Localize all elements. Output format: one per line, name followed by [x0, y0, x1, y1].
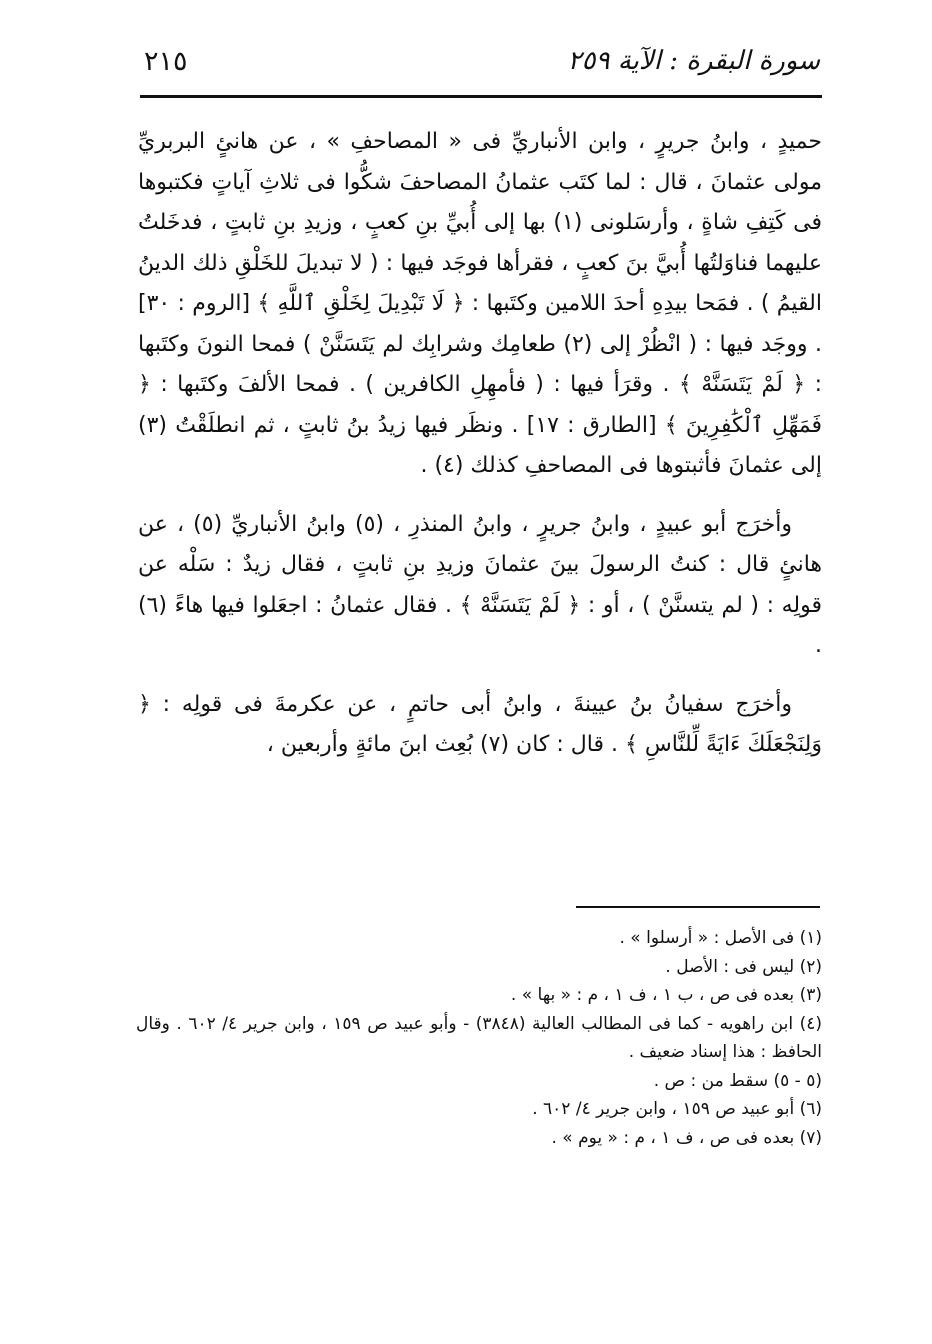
- page-number: ٢١٥: [144, 46, 188, 77]
- paragraph-2: وأخرَج أبو عبيدٍ ، وابنُ جريرٍ ، وابنُ المنذرِ ، (٥) وابنُ الأنباريِّ (٥) ، عن هانئٍ قال : كنتُ الرسولَ بينَ عثمانَ وزيدِ بنِ ثابتٍ ، فقال زيدٌ : سَلْه عن قولِه : ( لم يتسنَّنْ ) ، أو : ﴿ لَمْ يَتَسَنَّهْ ﴾ . فقال عثمانُ : اجعَلوا فيها هاءً (٦) .: [138, 511, 822, 658]
- main-text: [138, 122, 822, 766]
- page-header: [140, 40, 820, 92]
- footnote-3: (٣) بعده فى ص ، ب ١ ، ف ١ ، م : « بها » .: [510, 985, 822, 1005]
- footnote-7: (٧) بعده فى ص ، ف ١ ، م : « يوم » .: [551, 1127, 822, 1148]
- footnote-1: (١) فى الأصل : « أرسلوا » .: [619, 928, 822, 948]
- footnote-2: (٢) ليس فى : الأصل .: [665, 956, 822, 977]
- running-title: سورة البقرة : الآية ٢٥٩: [567, 46, 820, 76]
- footnote-6: (٦) أبو عبيد ص ١٥٩ ، وابن جرير ٤/ ٦٠٢ .: [532, 1099, 822, 1119]
- paragraph-1: حميدٍ ، وابنُ جريرٍ ، وابن الأنباريِّ فى « المصاحفِ » ، عن هانئٍ البربريِّ مولى عثمانَ ، قال : لما كتَب عثمانُ المصاحفَ شكُّوا فى ثلاثِ آياتٍ فكتبوها فى كَتِفِ شاةٍ ، وأرسَلونى (١) بها إلى أُبيِّ بنِ كعبٍ ، وزيدِ بنِ ثابتٍ ، فدخَلتُ عليهما فناوَلتُها أُبيَّ بنَ كعبٍ ، فقرأها فوجَد فيها : ( لا تبديلَ للخَلْقِ ذلك الدينُ القيمُ ) . فمَحا بيدِهِ أحدَ اللامين وكتَبها : ﴿ لَا تَبْدِيلَ لِخَلْقِ ٱللَّهِ ﴾ [الروم : ٣٠] . ووجَد فيها : ( انْظُرْ إلى (٢) طعامِك وشرابِك لم يَتَسَنَّنْ ) فمحا النونَ وكتَبها : ﴿ لَمْ يَتَسَنَّهْ ﴾ . وقرَأ فيها : ( فأمهِلِ الكافرين ) . فمحا الألفَ وكتَبها : ﴿ فَمَهِّلِ ٱلْكَٰفِرِينَ ﴾ [الطارق : ١٧] . ونظَر فيها زيدُ بنُ ثابتٍ ، ثم انطلَقْتُ (٣) إلى عثمانَ فأثبتوها فى المصاحفِ كذلك (٤) .: [138, 129, 822, 478]
- footnote-4: (٤) ابن راهويه - كما فى المطالب العالية (٣٨٤٨) - وأبو عبيد ص ١٥٩ ، وابن جرير ٤/ ٦٠٢ . وقال الحافظ : هذا إسناد ضعيف .: [136, 1013, 822, 1062]
- footnote-5: (٥ - ٥) سقط من : ص .: [653, 1070, 822, 1091]
- footnotes: [136, 924, 822, 1152]
- paragraph-3: وأخرَج سفيانُ بنُ عيينةَ ، وابنُ أبى حاتمٍ ، عن عكرمةَ فى قولِه : ﴿ وَلِنَجْعَلَكَ ءَايَةً لِّلنَّاسِ ﴾ . قال : كان (٧) بُعِث ابنَ مائةٍ وأربعين ،: [138, 691, 822, 757]
- footnote-rule: [576, 906, 820, 908]
- header-rule: [140, 95, 822, 98]
